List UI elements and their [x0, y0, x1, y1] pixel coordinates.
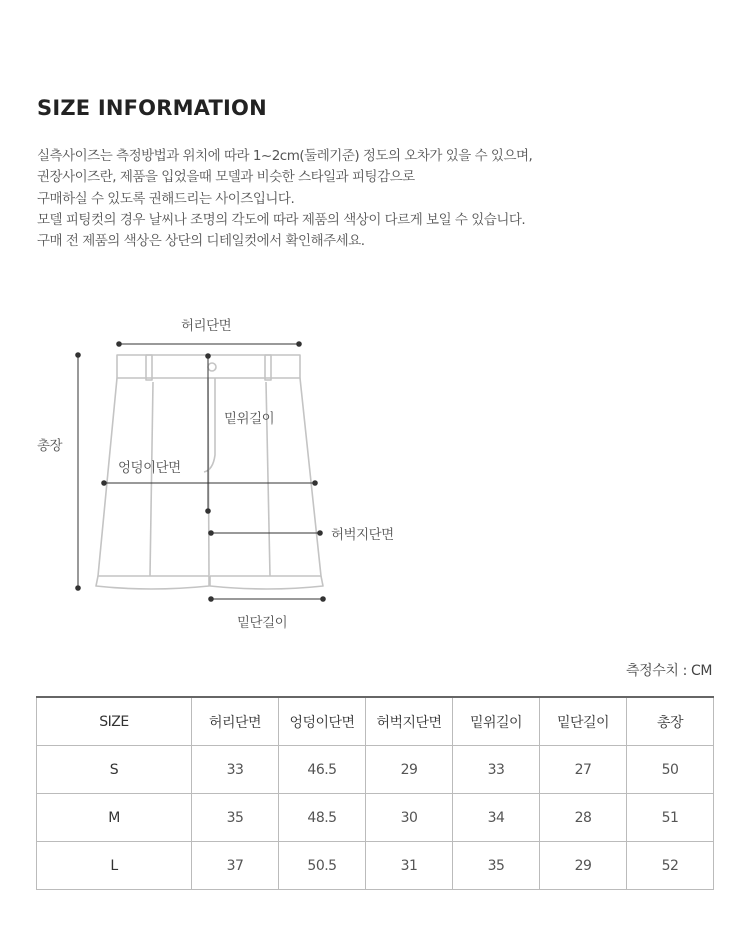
header-waist: 허리단면: [192, 697, 279, 746]
size-table: [36, 696, 714, 890]
table-cell: 29: [366, 746, 453, 794]
page-title: SIZE INFORMATION: [37, 96, 267, 120]
hip-label: 엉덩이단면: [118, 460, 181, 476]
table-row: [37, 794, 714, 842]
size-cell: M: [37, 794, 192, 842]
fly-stitch: [204, 378, 215, 472]
note-line: 실측사이즈는 측정방법과 위치에 따라 1~2cm(둘레기준) 정도의 오차가 있을 수 있으며,: [37, 148, 533, 164]
table-cell: 35: [192, 794, 279, 842]
shorts-illustration: [0, 300, 750, 640]
table-cell: 27: [540, 746, 627, 794]
header-rise: 밑위길이: [453, 697, 540, 746]
header-length: 총장: [627, 697, 714, 746]
size-notes: [37, 146, 717, 252]
table-cell: 46.5: [279, 746, 366, 794]
note-line: 구매 전 제품의 색상은 상단의 디테일컷에서 확인해주세요.: [37, 233, 365, 250]
left-leg-outline: [98, 378, 209, 576]
left-cuff: [96, 576, 209, 589]
table-cell: 33: [453, 746, 540, 794]
waist-button: [208, 363, 216, 371]
belt-loop-right: [265, 355, 271, 380]
table-header-row: [37, 697, 714, 746]
rise-label: 밑위길이: [224, 411, 275, 427]
hem-label: 밑단길이: [237, 615, 288, 631]
header-hem: 밑단길이: [540, 697, 627, 746]
table-cell: 34: [453, 794, 540, 842]
waist-label: 허리단면: [181, 318, 232, 334]
header-size: SIZE: [37, 697, 192, 746]
table-cell: 30: [366, 794, 453, 842]
pleat-left: [150, 382, 153, 576]
note-line: 구매하실 수 있도록 권해드리는 사이즈입니다.: [37, 190, 295, 207]
note-line: 모델 피팅컷의 경우 날씨나 조명의 각도에 따라 제품의 색상이 다르게 보일 수 있습니다.: [37, 211, 526, 228]
table-cell: 31: [366, 842, 453, 890]
belt-loop-left: [146, 355, 152, 380]
length-label: 총장: [37, 438, 63, 454]
table-row: [37, 746, 714, 794]
table-cell: 48.5: [279, 794, 366, 842]
table-cell: 33: [192, 746, 279, 794]
table-cell: 37: [192, 842, 279, 890]
table-cell: 28: [540, 794, 627, 842]
size-cell: S: [37, 746, 192, 794]
table-cell: 52: [627, 842, 714, 890]
right-cuff: [210, 576, 323, 589]
thigh-label: 허벅지단면: [331, 527, 394, 543]
header-hip: 엉덩이단면: [279, 697, 366, 746]
table-cell: 29: [540, 842, 627, 890]
table-row: [37, 842, 714, 890]
unit-label: 측정수치 : CM: [626, 663, 712, 679]
shorts-measurement-diagram: [0, 300, 750, 640]
table-cell: 50: [627, 746, 714, 794]
size-cell: L: [37, 842, 192, 890]
header-thigh: 허벅지단면: [366, 697, 453, 746]
note-line: 권장사이즈란, 제품을 입었을때 모델과 비슷한 스타일과 피팅감으로: [37, 169, 415, 186]
table-cell: 35: [453, 842, 540, 890]
table-cell: 51: [627, 794, 714, 842]
table-cell: 50.5: [279, 842, 366, 890]
